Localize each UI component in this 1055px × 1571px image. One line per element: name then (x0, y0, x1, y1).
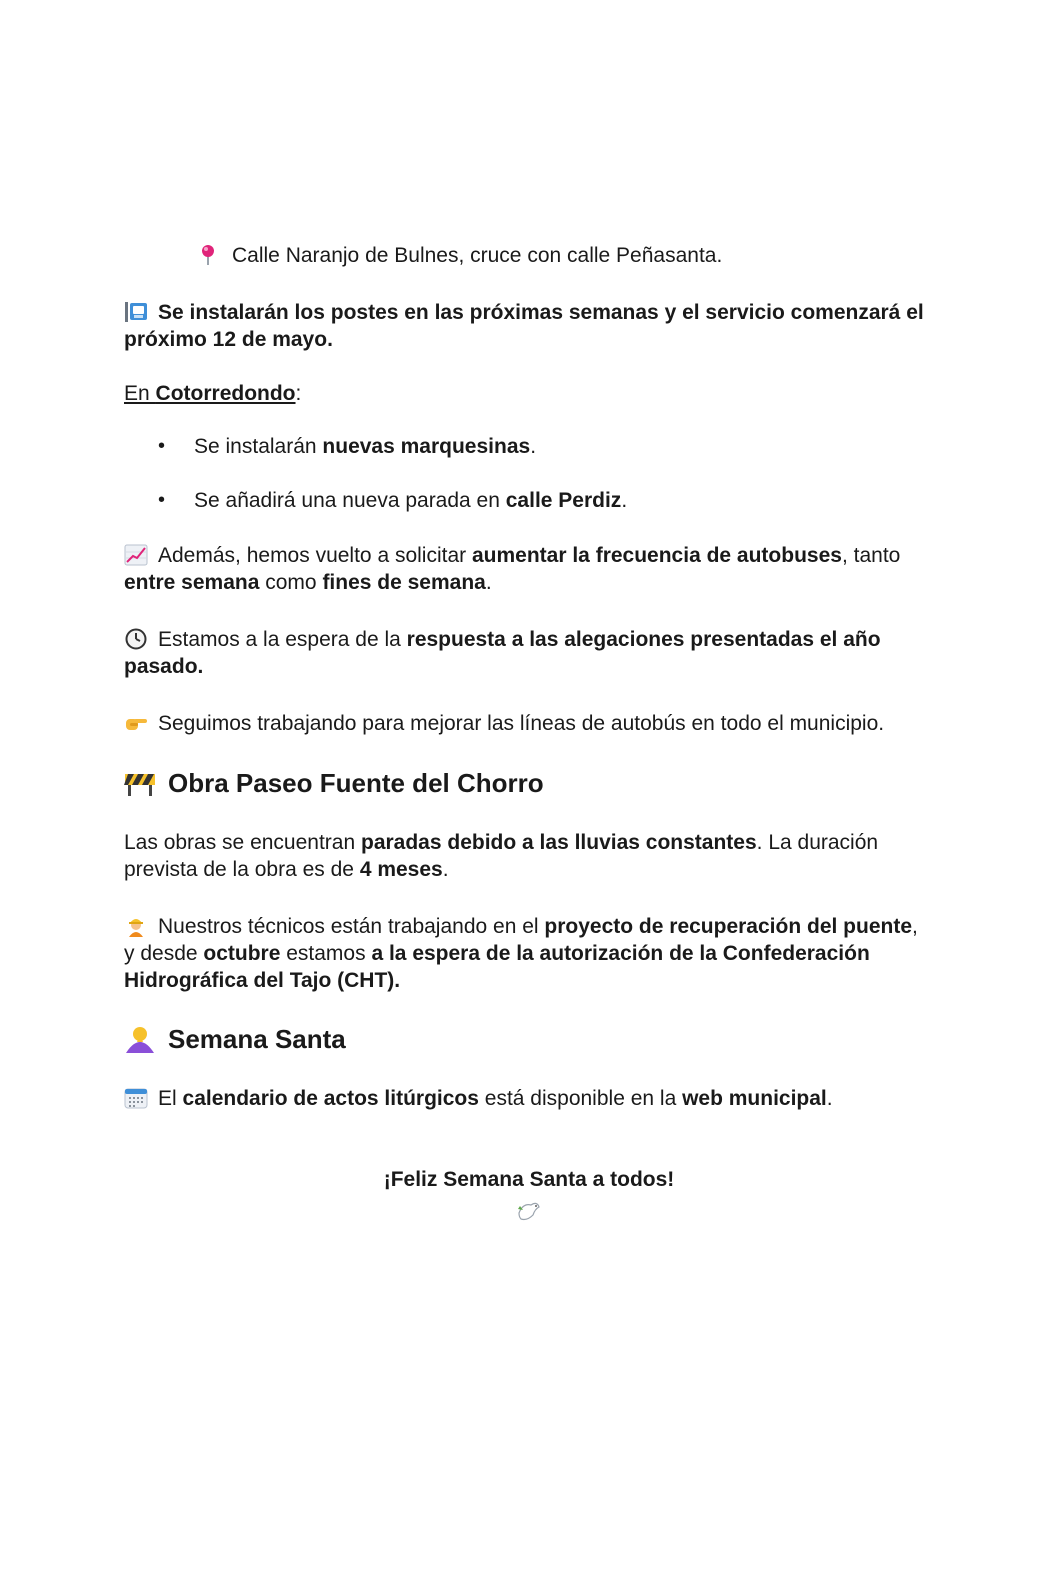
chart-increasing-icon (124, 544, 148, 566)
cotorredondo-list (124, 433, 934, 514)
obra-technicians-paragraph: Nuestros técnicos están trabajando en el proyecto de recuperación del puente, y desde octubre estamos a la espera de la autorización de la Confederación Hidrográfica del Tajo (CHT). (124, 915, 918, 992)
obra-section-title: Obra Paseo Fuente del Chorro (124, 767, 934, 799)
person-praying-icon (124, 1025, 156, 1053)
pointing-hand-icon (124, 712, 148, 734)
calendar-icon (124, 1087, 148, 1109)
semana-santa-title: Semana Santa (124, 1023, 934, 1055)
bus-stop-note: Se instalarán los postes en las próximas semanas y el servicio comenzará el próximo 12 de mayo. (124, 301, 924, 351)
round-pushpin-icon (198, 244, 222, 266)
dove-icon (515, 1197, 543, 1223)
cotorredondo-heading: En Cotorredondo: (124, 382, 302, 405)
list-item: • Se añadirá una nueva parada en calle Perdiz. (124, 487, 934, 514)
closing-greeting: ¡Feliz Semana Santa a todos! (383, 1168, 675, 1191)
obra-status-paragraph: Las obras se encuentran paradas debido a las lluvias constantes. La duración prevista de la obra es de 4 meses. (124, 831, 879, 881)
calendar-paragraph: El calendario de actos litúrgicos está disponible en la web municipal. (124, 1085, 934, 1112)
list-item: • Se instalarán nuevas marquesinas. (124, 433, 934, 460)
construction-barrier-icon (124, 769, 156, 797)
construction-worker-icon (124, 915, 148, 937)
clock-icon (124, 628, 148, 650)
bus-stop-sign-icon (124, 301, 148, 323)
waiting-paragraph: Estamos a la espera de la respuesta a las alegaciones presentadas el año pasado. (124, 628, 881, 678)
frequency-paragraph: Además, hemos vuelto a solicitar aumentar la frecuencia de autobuses, tanto entre semana como fines de semana. (124, 544, 901, 594)
document-body (124, 238, 934, 1223)
continue-paragraph: Seguimos trabajando para mejorar las líneas de autobús en todo el municipio. (124, 710, 934, 737)
location-line: Calle Naranjo de Bulnes, cruce con calle Peñasanta. (200, 242, 934, 269)
